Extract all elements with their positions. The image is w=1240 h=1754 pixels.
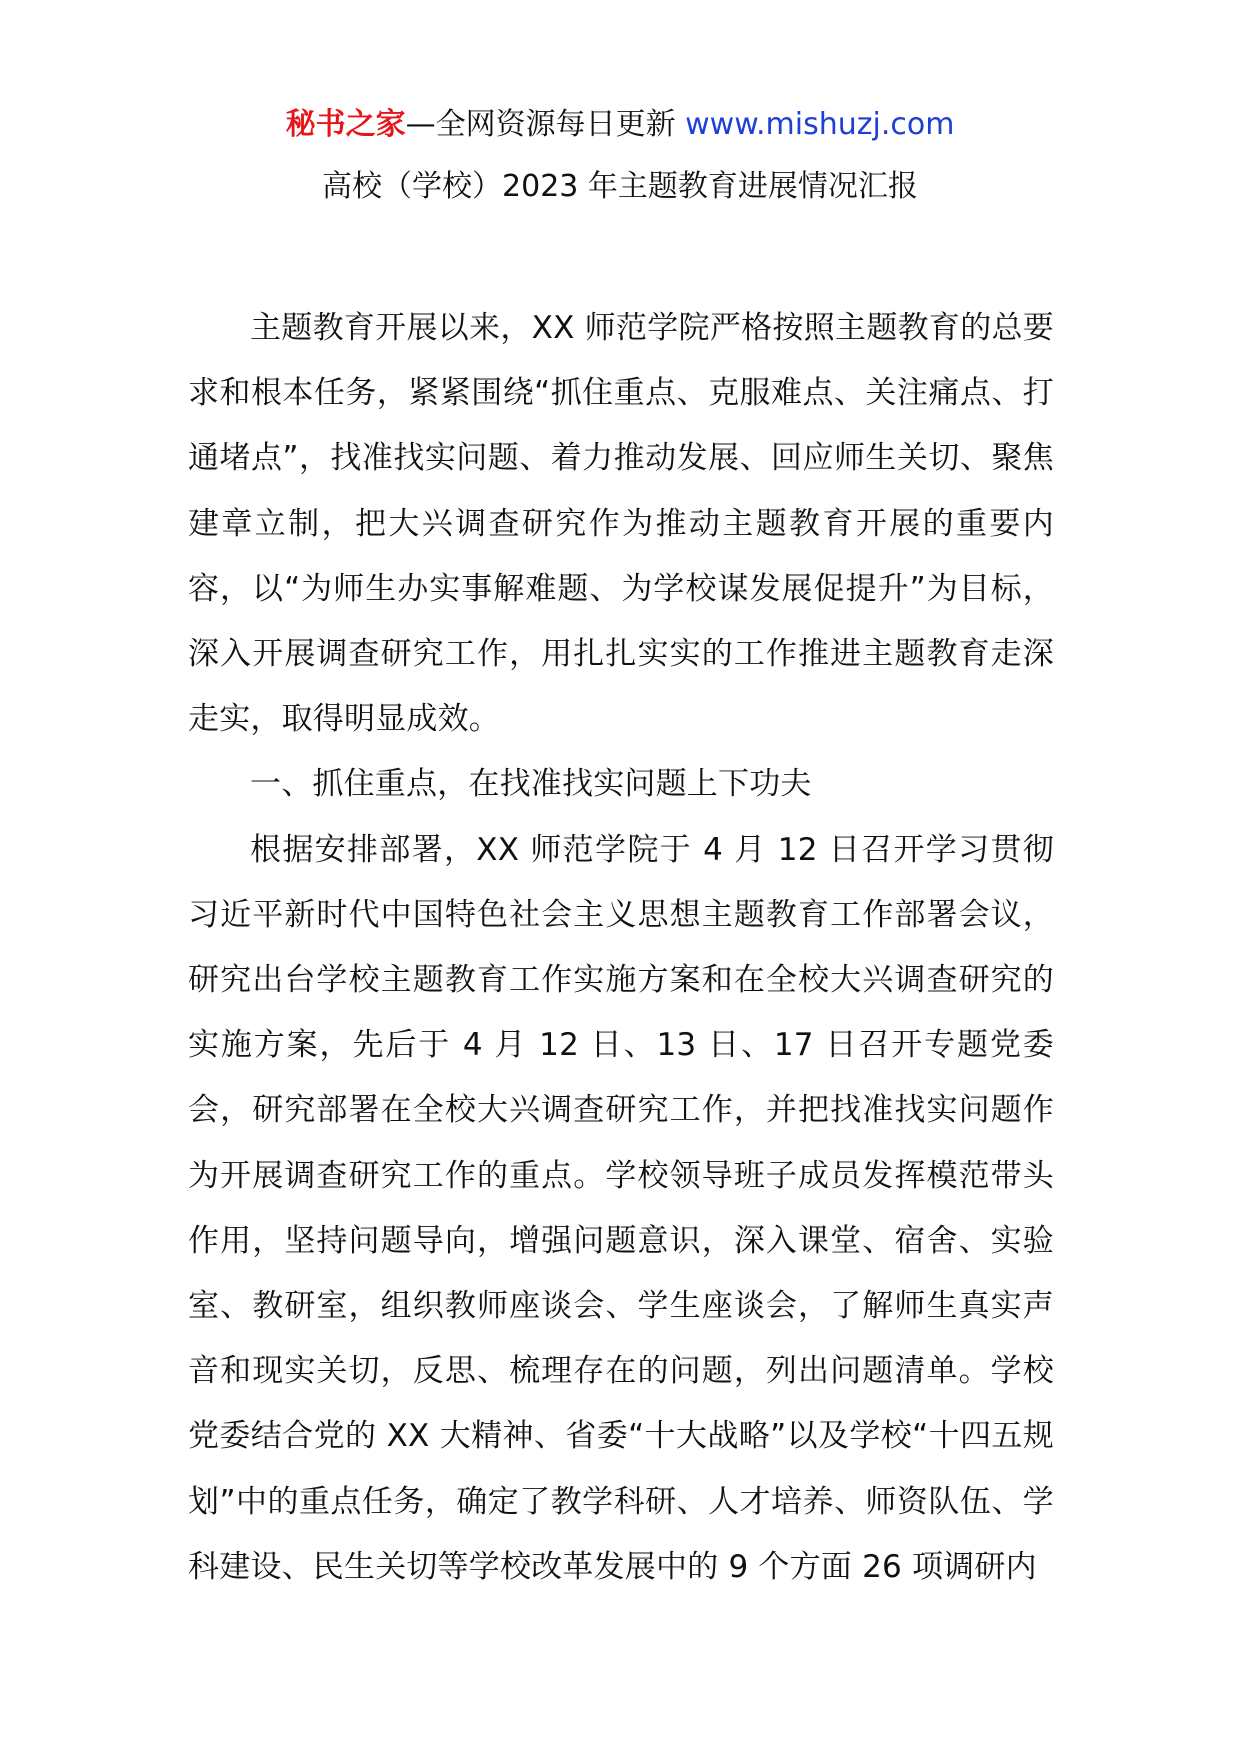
document-body (188, 296, 1054, 1600)
site-header (0, 103, 1240, 147)
intro-paragraph: 主题教育开展以来，XX 师范学院严格按照主题教育的总要求和根本任务，紧紧围绕“抓住重点、克服难点、关注痛点、打通堵点”，找准找实问题、着力推动发展、回应师生关切、聚焦建章立制，把大兴调查研究作为推动主题教育开展的重要内容，以“为师生办实事解难题、为学校谋发展促提升”为目标，深入开展调查研究工作，用扎扎实实的工作推进主题教育走深走实，取得明显成效。 (188, 310, 1054, 738)
header-tagline: —全网资源每日更新 (405, 107, 686, 142)
brand-name: 秘书之家 (285, 107, 406, 142)
site-url-link[interactable]: www.mishuzj.com (685, 107, 955, 142)
document-title: 高校（学校）2023 年主题教育进展情况汇报 (322, 169, 918, 204)
section-heading: 一、抓住重点，在找准找实问题上下功夫 (250, 766, 812, 803)
body-paragraph: 根据安排部署，XX 师范学院于 4 月 12 日召开学习贯彻习近平新时代中国特色社会主义思想主题教育工作部署会议，研究出台学校主题教育工作实施方案和在全校大兴调查研究的实施方案，先后于 4 月 12 日、13 日、17 日召开专题党委会，研究部署在全校大兴调查研究工作，并把找准找实问题作为开展调查研究工作的重点。学校领导班子成员发挥模范带头作用，坚持问题导向，增强问题意识，深入课堂、宿舍、实验室、教研室，组织教师座谈会、学生座谈会，了解师生真实声音和现实关切，反思、梳理存在的问题，列出问题清单。学校党委结合党的 XX 大精神、省委“十大战略”以及学校“十四五规划”中的重点任务，确定了教学科研、人才培养、师资队伍、学科建设、民生关切等学校改革发展中的 9 个方面 26 项调研内 (188, 831, 1054, 1585)
